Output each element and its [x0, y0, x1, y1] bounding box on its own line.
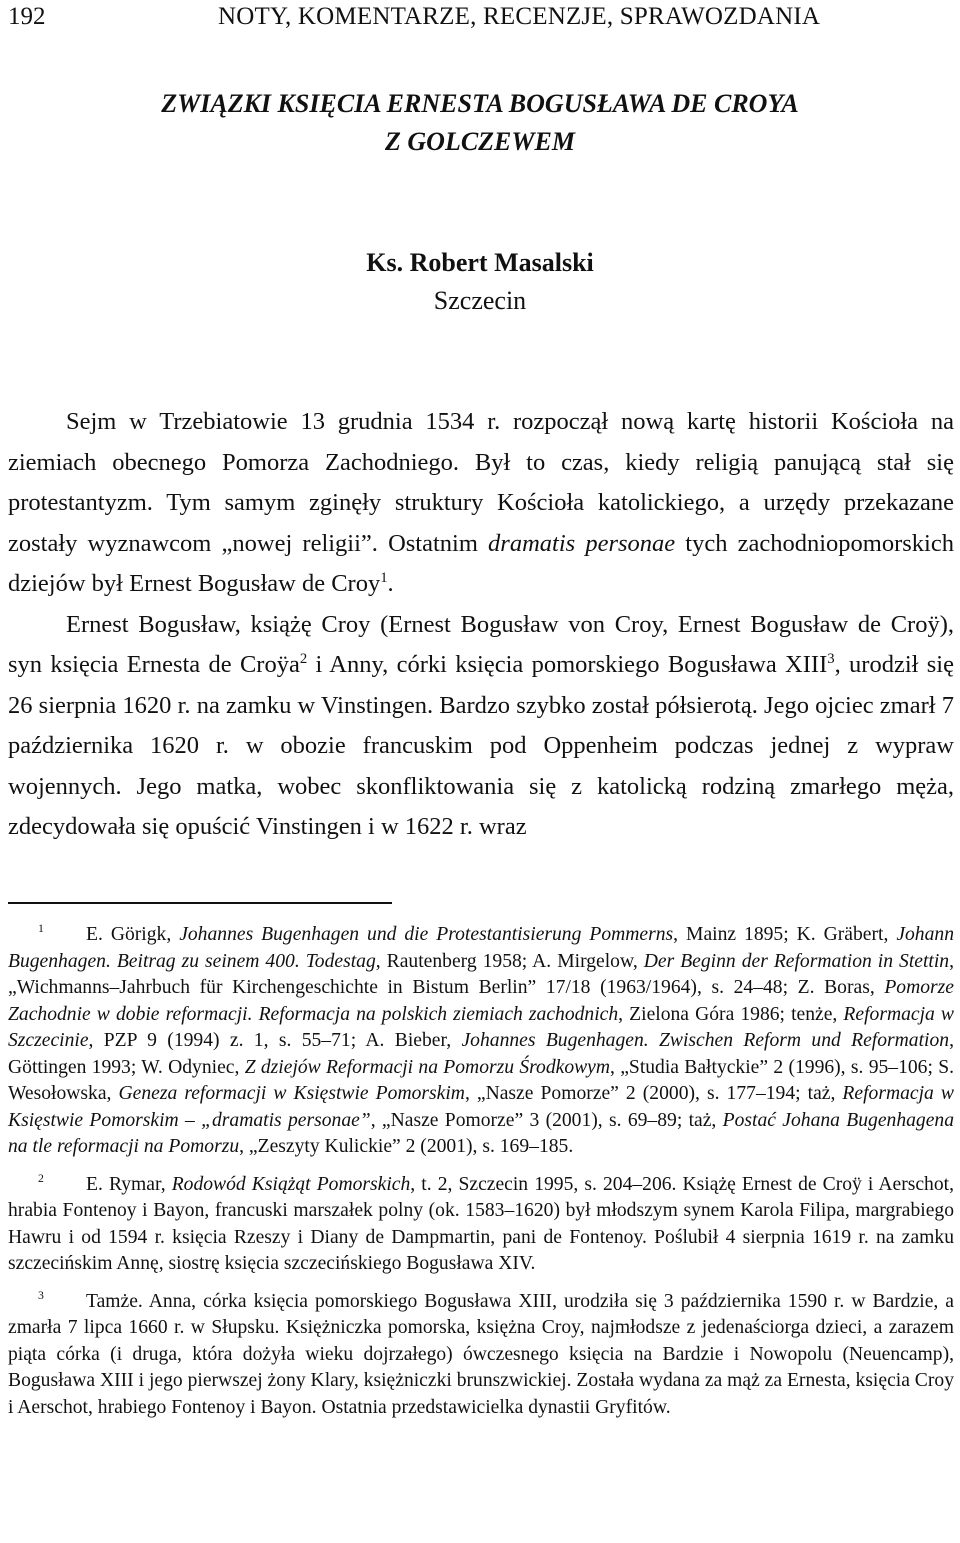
citation-text: E. Rymar, [86, 1173, 172, 1195]
footnote-1-text [8, 924, 954, 1157]
citation-title: Postać Johana Bugenhagena na tle reformacji na Pomorzu [8, 1109, 955, 1157]
body-text [8, 402, 954, 848]
footnote-1: $^1$ E. Görigk, Johannes Bugenhagen und die Protestantisierung Pommerns, Mainz 1895; K. Gräbert, Johann Bugenhagen. Beitrag zu seinem 400. Todestag, Rautenberg 1958; A. Mirgelow, Der Beginn der Reformation in Stettin, „Wichmanns–Jahrbuch für Kirchengeschichte in Bistum Berlin” 17/18 (1963/1964), s. 24–48; Z. Boras, Pomorze Zachodnie w dobie reformacji. Reformacja na polskich ziemiach zachodnich, Zielona Góra 1986; tenże, Reformacja w Szczecinie, PZP 9 (1994) z. 1, s. 55–71; A. Bieber, Johannes Bugenhagen. Zwischen Reform und Reformation, Göttingen 1993; W. Odyniec, Z dziejów Reformacji na Pomorzu Środkowym, „Studia Bałtyckie” 2 (1996), s. 95–106; S. Wesołowska, Geneza reformacji w Księstwie Pomorskim, „Nasze Pomorze” 2 (2000), s. 177–194; taż, Reformacja w Księstwie Pomorskim – „dramatis personae”, „Nasze Pomorze” 3 (2001), s. 69–89; taż, Postać Johana Bugenhagena na tle reformacji na Pomorzu, „Zeszyty Kulickie” 2 (2001), s. 169–185. [8, 922, 955, 1157]
footnote-ref-2: 2 [299, 650, 308, 667]
citation-title: Johannes Bugenhagen und die Protestantisierung Pommerns [179, 924, 674, 945]
citation-text: E. Görigk, [86, 924, 180, 945]
citation-title: Geneza reformacji w Księstwie Pomorskim [118, 1083, 465, 1104]
citation-text: , „Nasze Pomorze” 3 (2001), s. 69–89; taż, [370, 1109, 723, 1131]
article-title-line-2: Z GOLCZEWEM [385, 127, 575, 156]
citation-text: , Rautenberg 1958; A. Mirgelow, [375, 950, 644, 972]
author-block [0, 244, 960, 320]
footnotes [8, 922, 954, 1432]
paragraph-1-text-a: Sejm w Trzebiatowie 13 grudnia 1534 r. rozpoczął nową kartę historii Kościoła na ziemiach obecnego Pomorza Zachodniego. Był to czas, kiedy religią panującą stał się protestantyzm. Tym samym zginęły struktury Kościoła katolickiego, a urzędy przekazane zostały wyznawcom „nowej religii”. Ostatnim [8, 408, 954, 557]
author-name: Ks. Robert Masalski [366, 248, 594, 277]
paragraph-1 [8, 402, 954, 605]
citation-title: Reformacja w Szczecinie [8, 1003, 954, 1051]
citation-text: , Zielona Góra 1986; tenże, [618, 1003, 844, 1025]
article-title [0, 85, 960, 161]
footnote-2-text [8, 1174, 954, 1275]
citation-text: , Mainz 1895; K. Gräbert, [673, 924, 897, 945]
author-affiliation: Szczecin [433, 286, 527, 315]
paragraph-2-text-b: i Anny, córki księcia pomorskiego Bogusława XIII [307, 651, 828, 678]
citation-title: Reformacja w Księstwie Pomorskim – „dramatis personae” [8, 1083, 954, 1131]
paragraph-1-end: . [387, 570, 394, 597]
footnote-separator [8, 902, 392, 904]
footnote-3-text [8, 1291, 954, 1418]
citation-title: Z dziejów Reformacji na Pomorzu Środkowym [244, 1056, 611, 1078]
paragraph-2-text-c: , urodził się 26 sierpnia 1620 r. na zamku w Vinstingen. Bardzo szybko został półsierotą. Jego ojciec zmarł 7 października 1620 r. w obozie francuskim pod Oppenheim podczas jednej z wypraw wojennych. Jego matka, wobec skonfliktowania się z katolicką rodziną zmarłego męża, zdecydowała się opuścić Vinstingen i w 1622 r. wraz [8, 651, 954, 840]
footnote-2: $^2$ E. Rymar, Rodowód Książąt Pomorskich, t. 2, Szczecin 1995, s. 204–206. Książę Ernest de Croÿ i Aerschot, hrabia Fontenoy i Bayon, francuski marszałek polny (ok. 1583–1620) był młodszym synem Karola Filipa, margrabiego Hawru i od 1594 r. księcia Rzeszy i Diany de Dampmartin, pani de Fontenoy. Poślubił 4 sierpnia 1619 r. na zamku szczecińskim Annę, siostrę księcia szczecińskiego Bogusława XIV. [8, 1171, 954, 1274]
citation-title: Johannes Bugenhagen. Zwischen Reform und Reformation [461, 1030, 950, 1051]
page-number: 192 [8, 3, 46, 30]
footnote-ref-1: 1 [380, 569, 388, 586]
paragraph-1-italic: dramatis personae [488, 529, 676, 557]
paragraph-2-text-a: Ernest Bogusław, książę Croy (Ernest Bogusław von Croy, Ernest Bogusław de Croÿ), syn księcia Ernesta de Croÿa [8, 610, 954, 678]
citation-text: , PZP 9 (1994) z. 1, s. 55–71; A. Bieber, [88, 1030, 462, 1051]
citation-text: , t. 2, Szczecin 1995, s. 204–206. Książę Ernest de Croÿ i Aerschot, hrabia Fontenoy i Bayon, francuski marszałek polny (ok. 1583–1620) był młodszym synem Karola Filipa, margrabiego Hawru i od 1594 r. księcia Rzeszy i Diany de Dampmartin, pani de Fontenoy. Poślubił 4 sierpnia 1619 r. na zamku szczecińskim Annę, siostrę księcia szczecińskiego Bogusława XIV. [8, 1173, 954, 1274]
running-header [8, 2, 940, 32]
citation-text: , „Nasze Pomorze” 2 (2000), s. 177–194; taż, [464, 1083, 843, 1104]
footnote-3: $^3$ Tamże. Anna, córka księcia pomorskiego Bogusława XIII, urodziła się 3 października 1590 r. w Bardzie, a zmarła 7 lipca 1660 r. w Słupsku. Księżniczka pomorska, księżna Croy, najmłodsze z jedenaściorga dzieci, a zarazem piąta córka (i druga, która dożyła wieku dojrzałego) ówczesnego księcia na Bardzie i Nowopolu (Neuencamp), Bogusława XIII i jego pierwszej żony Klary, księżniczki brunszwickiej. Została wydana za mąż za Ernesta, księcia Croy i Aerschot, hrabiego Fontenoy i Bayon. Ostatnia przedstawicielka dynastii Gryfitów. [8, 1288, 954, 1418]
citation-title: Johann Bugenhagen. Beitrag zu seinem 400. Todestag [8, 924, 954, 972]
citation-title: Rodowód Książąt Pomorskich [171, 1173, 411, 1195]
citation-title: Der Beginn der Reformation in Stettin [643, 950, 950, 972]
paragraph-2 [8, 605, 954, 848]
citation-text: , „Zeszyty Kulickie” 2 (2001), s. 169–185. [239, 1136, 574, 1157]
citation-text: Tamże. Anna, córka księcia pomorskiego Bogusława XIII, urodziła się 3 października 1590 r. w Bardzie, a zmarła 7 lipca 1660 r. w Słupsku. Księżniczka pomorska, księżna Croy, najmłodsze z jedenaściorga dzieci, a zarazem piąta córka (i druga, która dożyła wieku dojrzałego) ówczesnego księcia na Bardzie i Nowopolu (Neuencamp), Bogusława XIII i jego pierwszej żony Klary, księżniczki brunszwickiej. Została wydana za mąż za Ernesta, księcia Croy i Aerschot, hrabiego Fontenoy i Bayon. Ostatnia przedstawicielka dynastii Gryfitów. [8, 1290, 954, 1418]
citation-title: Pomorze Zachodnie w dobie reformacji. Reformacja na polskich ziemiach zachodnich [8, 977, 954, 1025]
section-title: NOTY, KOMENTARZE, RECENZJE, SPRAWOZDANIA [218, 3, 821, 30]
citation-text: , „Studia Bałtyckie” 2 (1996), s. 95–106; S. Wesołowska, [8, 1056, 955, 1104]
article-title-line-1: ZWIĄZKI KSIĘCIA ERNESTA BOGUSŁAWA DE CROYA [161, 89, 799, 118]
citation-text: , Göttingen 1993; W. Odyniec, [8, 1030, 954, 1078]
citation-text: , „Wichmanns–Jahrbuch für Kirchengeschichte in Bistum Berlin” 17/18 (1963/1964), s. 24–48; Z. Boras, [8, 950, 954, 998]
paragraph-1-text-b: tych zachodniopomorskich dziejów był Ernest Bogusław de Croy [8, 529, 954, 597]
footnote-ref-3: 3 [827, 650, 835, 667]
